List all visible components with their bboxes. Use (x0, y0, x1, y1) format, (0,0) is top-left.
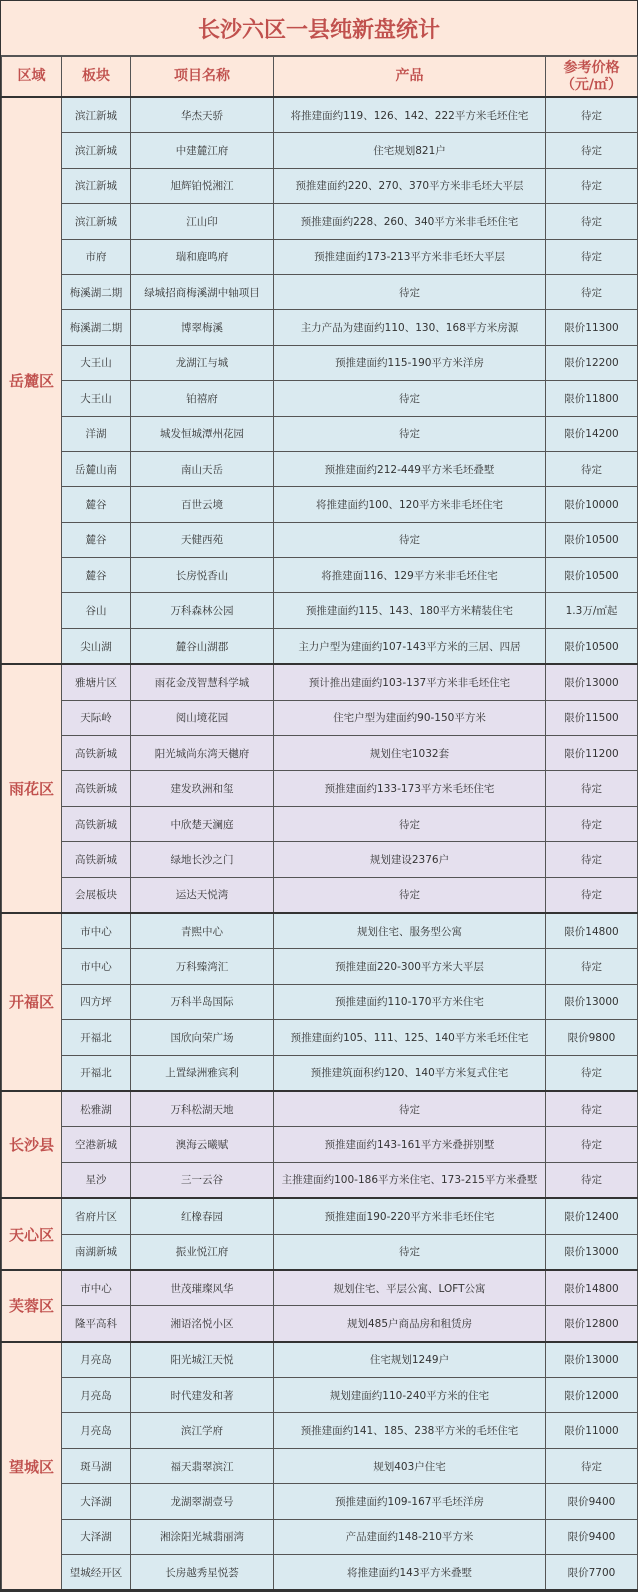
cell-price: 限价13000 (546, 1342, 638, 1378)
cell-price: 限价12200 (546, 345, 638, 380)
table-row (2, 1270, 638, 1306)
cell-product: 待定 (274, 416, 546, 451)
cell-product: 待定 (274, 274, 546, 309)
table-row (2, 700, 638, 735)
cell-district: 芙蓉区 (2, 1270, 62, 1342)
cell-price: 限价14200 (546, 416, 638, 451)
table-row (2, 736, 638, 771)
cell-project: 阳光城尚东湾天樾府 (131, 736, 274, 771)
cell-block: 滨江新城 (62, 204, 131, 239)
table-row (2, 1448, 638, 1483)
cell-project: 运达天悦湾 (131, 877, 274, 913)
cell-block: 高铁新城 (62, 771, 131, 806)
cell-project: 长房悦香山 (131, 558, 274, 593)
cell-price: 限价11000 (546, 1413, 638, 1448)
cell-price: 限价11500 (546, 700, 638, 735)
cell-product: 规划建设2376户 (274, 842, 546, 877)
cell-block: 麓谷 (62, 558, 131, 593)
table-row (2, 1127, 638, 1162)
cell-product: 规划485户商品房和租赁房 (274, 1306, 546, 1342)
cell-project: 龙湖翠湖壹号 (131, 1484, 274, 1519)
cell-product: 预推建面约228、260、340平方米非毛坯住宅 (274, 204, 546, 239)
table-row (2, 1519, 638, 1554)
cell-price: 待定 (546, 842, 638, 877)
cell-price: 限价9400 (546, 1519, 638, 1554)
new-projects-table (1, 56, 638, 1591)
cell-price: 待定 (546, 451, 638, 486)
page-title: 长沙六区一县纯新盘统计 (1, 1, 637, 56)
cell-product: 预推建筑面积约120、140平方米复式住宅 (274, 1055, 546, 1091)
cell-project: 建发玖洲和玺 (131, 771, 274, 806)
cell-project: 湘语洺悦小区 (131, 1306, 274, 1342)
cell-block: 谷山 (62, 593, 131, 628)
cell-block: 天际岭 (62, 700, 131, 735)
table-row (2, 1234, 638, 1270)
cell-price: 限价10500 (546, 522, 638, 557)
cell-product: 主推建面约100-186平方米住宅、173-215平方米叠墅 (274, 1162, 546, 1198)
cell-block: 月亮岛 (62, 1342, 131, 1378)
cell-price: 限价7700 (546, 1555, 638, 1591)
cell-price: 待定 (546, 1162, 638, 1198)
cell-product: 待定 (274, 522, 546, 557)
cell-price: 限价13000 (546, 664, 638, 700)
cell-product: 预推建面190-220平方米非毛坯住宅 (274, 1198, 546, 1234)
header-district: 区域 (2, 57, 62, 98)
header-price (546, 57, 638, 98)
table-row (2, 133, 638, 168)
cell-price: 限价9800 (546, 1020, 638, 1055)
cell-block: 市中心 (62, 913, 131, 949)
cell-product: 预推建面约115、143、180平方米精装住宅 (274, 593, 546, 628)
cell-product: 预推建面约212-449平方米毛坯叠墅 (274, 451, 546, 486)
table-row (2, 1020, 638, 1055)
cell-block: 梅溪湖二期 (62, 274, 131, 309)
table-row (2, 593, 638, 628)
table-row (2, 1413, 638, 1448)
cell-project: 长房越秀星悦荟 (131, 1555, 274, 1591)
cell-block: 滨江新城 (62, 133, 131, 168)
cell-price: 待定 (546, 168, 638, 203)
cell-product: 待定 (274, 1234, 546, 1270)
cell-project: 万科半岛国际 (131, 984, 274, 1019)
table-row (2, 345, 638, 380)
cell-block: 南湖新城 (62, 1234, 131, 1270)
cell-project: 青熙中心 (131, 913, 274, 949)
cell-project: 振业悦江府 (131, 1234, 274, 1270)
header-row (2, 57, 638, 98)
cell-project: 时代建发和著 (131, 1378, 274, 1413)
cell-product: 待定 (274, 877, 546, 913)
cell-price: 待定 (546, 1127, 638, 1162)
header-price-unit: （元/㎡） (560, 76, 623, 93)
cell-product: 产品建面约148-210平方米 (274, 1519, 546, 1554)
cell-project: 绿城招商梅溪湖中轴项目 (131, 274, 274, 309)
table-body (2, 97, 638, 1590)
cell-project: 绿地长沙之门 (131, 842, 274, 877)
cell-product: 预推建面约133-173平方米毛坯住宅 (274, 771, 546, 806)
cell-block: 望城经开区 (62, 1555, 131, 1591)
cell-product: 预推建面约173-213平方米非毛坯大平层 (274, 239, 546, 274)
table-row (2, 451, 638, 486)
cell-product: 预推建面约143-161平方米叠拼别墅 (274, 1127, 546, 1162)
cell-price: 待定 (546, 771, 638, 806)
cell-district: 岳麓区 (2, 97, 62, 664)
cell-product: 规划住宅、平层公寓、LOFT公寓 (274, 1270, 546, 1306)
table-row (2, 1162, 638, 1198)
cell-block: 市中心 (62, 949, 131, 984)
cell-price: 限价12000 (546, 1378, 638, 1413)
header-price-label: 参考价格 (563, 59, 620, 76)
cell-product: 待定 (274, 1091, 546, 1127)
cell-block: 大泽湖 (62, 1519, 131, 1554)
cell-project: 阳光城江天悦 (131, 1342, 274, 1378)
cell-district: 望城区 (2, 1342, 62, 1591)
cell-product: 预计推出建面约103-137平方米非毛坯住宅 (274, 664, 546, 700)
table-row (2, 239, 638, 274)
table-row (2, 1091, 638, 1127)
cell-project: 城发恒城潭州花园 (131, 416, 274, 451)
table-row (2, 913, 638, 949)
cell-block: 高铁新城 (62, 842, 131, 877)
cell-project: 万科森林公园 (131, 593, 274, 628)
cell-project: 天健西苑 (131, 522, 274, 557)
table-row (2, 1198, 638, 1234)
cell-block: 大王山 (62, 345, 131, 380)
table-row (2, 806, 638, 841)
cell-block: 星沙 (62, 1162, 131, 1198)
cell-price: 1.3万/㎡起 (546, 593, 638, 628)
cell-project: 中建麓江府 (131, 133, 274, 168)
cell-product: 预推建面约110-170平方米住宅 (274, 984, 546, 1019)
table-row (2, 522, 638, 557)
table-row (2, 204, 638, 239)
cell-block: 洋湖 (62, 416, 131, 451)
cell-product: 主力户型为建面约107-143平方米的三居、四居 (274, 628, 546, 664)
cell-project: 万科松湖天地 (131, 1091, 274, 1127)
cell-product: 住宅户型为建面约90-150平方米 (274, 700, 546, 735)
cell-project: 世茂璀璨风华 (131, 1270, 274, 1306)
cell-product: 将推建面约100、120平方米非毛坯住宅 (274, 487, 546, 522)
cell-price: 待定 (546, 1055, 638, 1091)
cell-block: 麓谷 (62, 487, 131, 522)
cell-block: 高铁新城 (62, 736, 131, 771)
cell-block: 市中心 (62, 1270, 131, 1306)
cell-price: 限价9400 (546, 1484, 638, 1519)
table-row (2, 1342, 638, 1378)
cell-district: 长沙县 (2, 1091, 62, 1198)
cell-project: 南山天岳 (131, 451, 274, 486)
header-block: 板块 (62, 57, 131, 98)
cell-project: 上置绿洲雅宾利 (131, 1055, 274, 1091)
table-row (2, 416, 638, 451)
cell-project: 阅山境花园 (131, 700, 274, 735)
cell-block: 高铁新城 (62, 806, 131, 841)
cell-project: 红橡春园 (131, 1198, 274, 1234)
cell-product: 预推建面约115-190平方米洋房 (274, 345, 546, 380)
cell-price: 限价10500 (546, 558, 638, 593)
cell-project: 三一云谷 (131, 1162, 274, 1198)
table-row (2, 1378, 638, 1413)
table-row (2, 381, 638, 416)
cell-block: 隆平高科 (62, 1306, 131, 1342)
cell-block: 梅溪湖二期 (62, 310, 131, 345)
cell-project: 华杰天骄 (131, 97, 274, 133)
cell-project: 铂禧府 (131, 381, 274, 416)
cell-district: 天心区 (2, 1198, 62, 1270)
cell-project: 麓谷山湖郡 (131, 628, 274, 664)
cell-price: 待定 (546, 133, 638, 168)
cell-price: 限价10000 (546, 487, 638, 522)
cell-product: 预推建面约141、185、238平方米的毛坯住宅 (274, 1413, 546, 1448)
cell-block: 松雅湖 (62, 1091, 131, 1127)
cell-product: 规划住宅、服务型公寓 (274, 913, 546, 949)
cell-project: 雨花金茂智慧科学城 (131, 664, 274, 700)
cell-block: 空港新城 (62, 1127, 131, 1162)
cell-product: 住宅规划821户 (274, 133, 546, 168)
cell-block: 岳麓山南 (62, 451, 131, 486)
cell-price: 限价14800 (546, 913, 638, 949)
cell-price: 限价13000 (546, 1234, 638, 1270)
table-row (2, 664, 638, 700)
table-row (2, 842, 638, 877)
cell-product: 住宅规划1249户 (274, 1342, 546, 1378)
table-row (2, 1306, 638, 1342)
cell-block: 斑马湖 (62, 1448, 131, 1483)
table-row (2, 984, 638, 1019)
cell-product: 预推建面约109-167平毛坯洋房 (274, 1484, 546, 1519)
cell-block: 四方坪 (62, 984, 131, 1019)
table-row (2, 949, 638, 984)
cell-product: 预推建面220-300平方米大平层 (274, 949, 546, 984)
cell-block: 开福北 (62, 1020, 131, 1055)
header-product: 产品 (274, 57, 546, 98)
cell-project: 滨江学府 (131, 1413, 274, 1448)
cell-price: 待定 (546, 274, 638, 309)
cell-product: 规划建面约110-240平方米的住宅 (274, 1378, 546, 1413)
cell-block: 雅塘片区 (62, 664, 131, 700)
cell-price: 限价13000 (546, 984, 638, 1019)
cell-product: 将推建面116、129平方米非毛坯住宅 (274, 558, 546, 593)
cell-project: 瑞和鹿鸣府 (131, 239, 274, 274)
cell-block: 尖山湖 (62, 628, 131, 664)
cell-district: 雨花区 (2, 664, 62, 913)
cell-product: 规划403户住宅 (274, 1448, 546, 1483)
table-row (2, 771, 638, 806)
cell-product: 待定 (274, 381, 546, 416)
cell-block: 会展板块 (62, 877, 131, 913)
table-row (2, 310, 638, 345)
cell-price: 待定 (546, 204, 638, 239)
cell-project: 澳海云曦赋 (131, 1127, 274, 1162)
cell-project: 博翠梅溪 (131, 310, 274, 345)
cell-block: 大王山 (62, 381, 131, 416)
cell-project: 万科臻湾汇 (131, 949, 274, 984)
cell-district: 开福区 (2, 913, 62, 1091)
cell-project: 旭辉铂悦湘江 (131, 168, 274, 203)
cell-block: 滨江新城 (62, 168, 131, 203)
cell-project: 龙湖江与城 (131, 345, 274, 380)
cell-project: 江山印 (131, 204, 274, 239)
cell-product: 将推建面约119、126、142、222平方米毛坯住宅 (274, 97, 546, 133)
cell-block: 月亮岛 (62, 1378, 131, 1413)
cell-product: 预推建面约105、111、125、140平方米毛坯住宅 (274, 1020, 546, 1055)
cell-price: 待定 (546, 949, 638, 984)
table-row (2, 97, 638, 133)
cell-project: 福天翡翠滨江 (131, 1448, 274, 1483)
cell-block: 月亮岛 (62, 1413, 131, 1448)
table-row (2, 1484, 638, 1519)
cell-project: 国欣向荣广场 (131, 1020, 274, 1055)
cell-price: 待定 (546, 239, 638, 274)
cell-product: 预推建面约220、270、370平方米非毛坯大平层 (274, 168, 546, 203)
table-row (2, 628, 638, 664)
cell-product: 规划住宅1032套 (274, 736, 546, 771)
cell-price: 限价12400 (546, 1198, 638, 1234)
table-row (2, 487, 638, 522)
cell-price: 待定 (546, 877, 638, 913)
table-row (2, 1555, 638, 1591)
table-row (2, 558, 638, 593)
cell-price: 限价14800 (546, 1270, 638, 1306)
cell-price: 限价11300 (546, 310, 638, 345)
cell-product: 将推建面约143平方米叠墅 (274, 1555, 546, 1591)
cell-block: 省府片区 (62, 1198, 131, 1234)
cell-project: 湘涂阳光城翡丽湾 (131, 1519, 274, 1554)
cell-price: 待定 (546, 1091, 638, 1127)
cell-block: 滨江新城 (62, 97, 131, 133)
table-row (2, 877, 638, 913)
cell-price: 限价12800 (546, 1306, 638, 1342)
cell-price: 待定 (546, 97, 638, 133)
cell-project: 百世云境 (131, 487, 274, 522)
table-row (2, 1055, 638, 1091)
cell-block: 市府 (62, 239, 131, 274)
cell-project: 中欣楚天澜庭 (131, 806, 274, 841)
cell-price: 限价10500 (546, 628, 638, 664)
table-row (2, 274, 638, 309)
cell-price: 限价11200 (546, 736, 638, 771)
cell-block: 开福北 (62, 1055, 131, 1091)
cell-price: 待定 (546, 806, 638, 841)
cell-block: 麓谷 (62, 522, 131, 557)
cell-price: 待定 (546, 1448, 638, 1483)
cell-product: 待定 (274, 806, 546, 841)
header-project: 项目名称 (131, 57, 274, 98)
cell-product: 主力产品为建面约110、130、168平方米房源 (274, 310, 546, 345)
table-row (2, 168, 638, 203)
cell-price: 限价11800 (546, 381, 638, 416)
cell-block: 大泽湖 (62, 1484, 131, 1519)
